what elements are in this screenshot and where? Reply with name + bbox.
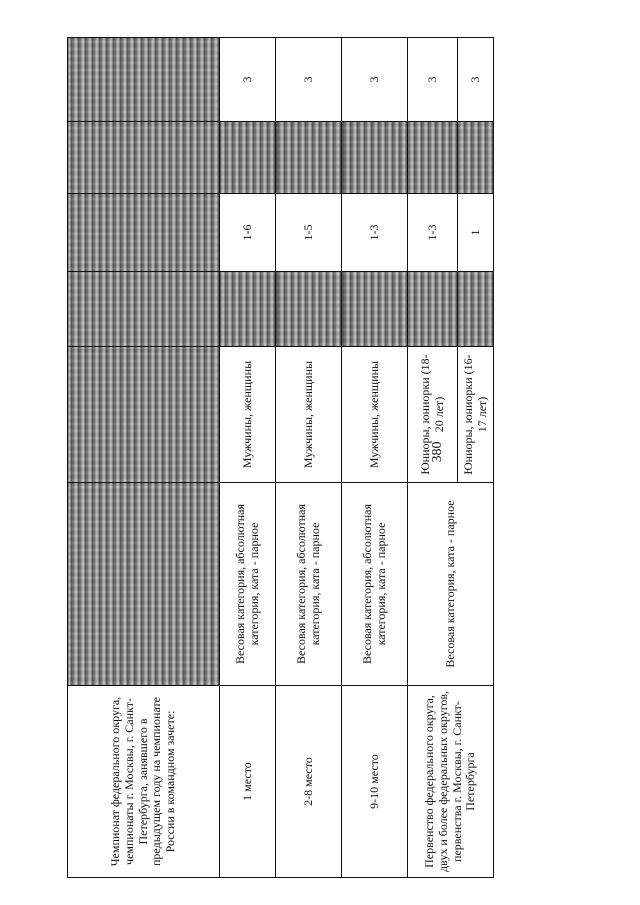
shaded-cell [276, 272, 342, 347]
first-section-category-cell: Весовая категория, ката - парное [408, 483, 494, 686]
value-cell: 3 [220, 38, 276, 122]
shaded-cell [68, 122, 220, 194]
competition-table [67, 37, 494, 878]
shaded-cell [220, 272, 276, 347]
shaded-cell [408, 122, 458, 194]
gender-cell: Мужчины, женщины [276, 347, 342, 483]
shaded-cell [68, 483, 220, 686]
championship-label-cell: Чемпионат федерального округа, чемпионаты г. Москвы, г. Санкт-Петербурга, занявшего в предыдущем году на чемпионате России в командном зачете: [68, 686, 220, 878]
shaded-cell [458, 122, 494, 194]
gender-cell: Мужчины, женщины [342, 347, 408, 483]
value-cell: 3 [408, 38, 458, 122]
gender-cell: Юниоры, юниорки (18-20 лет) [408, 347, 458, 483]
range-cell: 1-3 [342, 194, 408, 272]
table-row [408, 38, 458, 878]
shaded-cell [342, 272, 408, 347]
shaded-cell [68, 194, 220, 272]
place-cell: 9-10 место [342, 686, 408, 878]
table-row [276, 38, 342, 878]
category-cell: Весовая категория, абсолютная категория, ката - парное [342, 483, 408, 686]
range-cell: 1-5 [276, 194, 342, 272]
value-cell: 3 [342, 38, 408, 122]
place-cell: 1 место [220, 686, 276, 878]
shaded-cell [408, 272, 458, 347]
shaded-cell [68, 272, 220, 347]
gender-cell: Юниоры, юниорки (16-17 лет) [458, 347, 494, 483]
shaded-cell [68, 38, 220, 122]
value-cell: 3 [276, 38, 342, 122]
shaded-cell [68, 347, 220, 483]
shaded-cell [220, 122, 276, 194]
first-section-label-cell: Первенство федерального округа, двух и более федеральных округов, первенства г. Москвы, г. Санкт-Петербурга [408, 686, 494, 878]
range-cell: 1-3 [408, 194, 458, 272]
page-number: 380 [430, 441, 445, 463]
document-table-area [67, 38, 493, 878]
shaded-cell [276, 122, 342, 194]
shaded-cell [342, 122, 408, 194]
value-cell: 3 [458, 38, 494, 122]
shaded-cell [458, 272, 494, 347]
table-row-header [68, 38, 220, 878]
place-cell: 2-8 место [276, 686, 342, 878]
range-cell: 1 [458, 194, 494, 272]
rotated-table-container [67, 38, 493, 878]
range-cell: 1-6 [220, 194, 276, 272]
table-row [220, 38, 276, 878]
table-row [342, 38, 408, 878]
category-cell: Весовая категория, абсолютная категория, ката - парное [220, 483, 276, 686]
gender-cell: Мужчины, женщины [220, 347, 276, 483]
category-cell: Весовая категория, абсолютная категория, ката - парное [276, 483, 342, 686]
